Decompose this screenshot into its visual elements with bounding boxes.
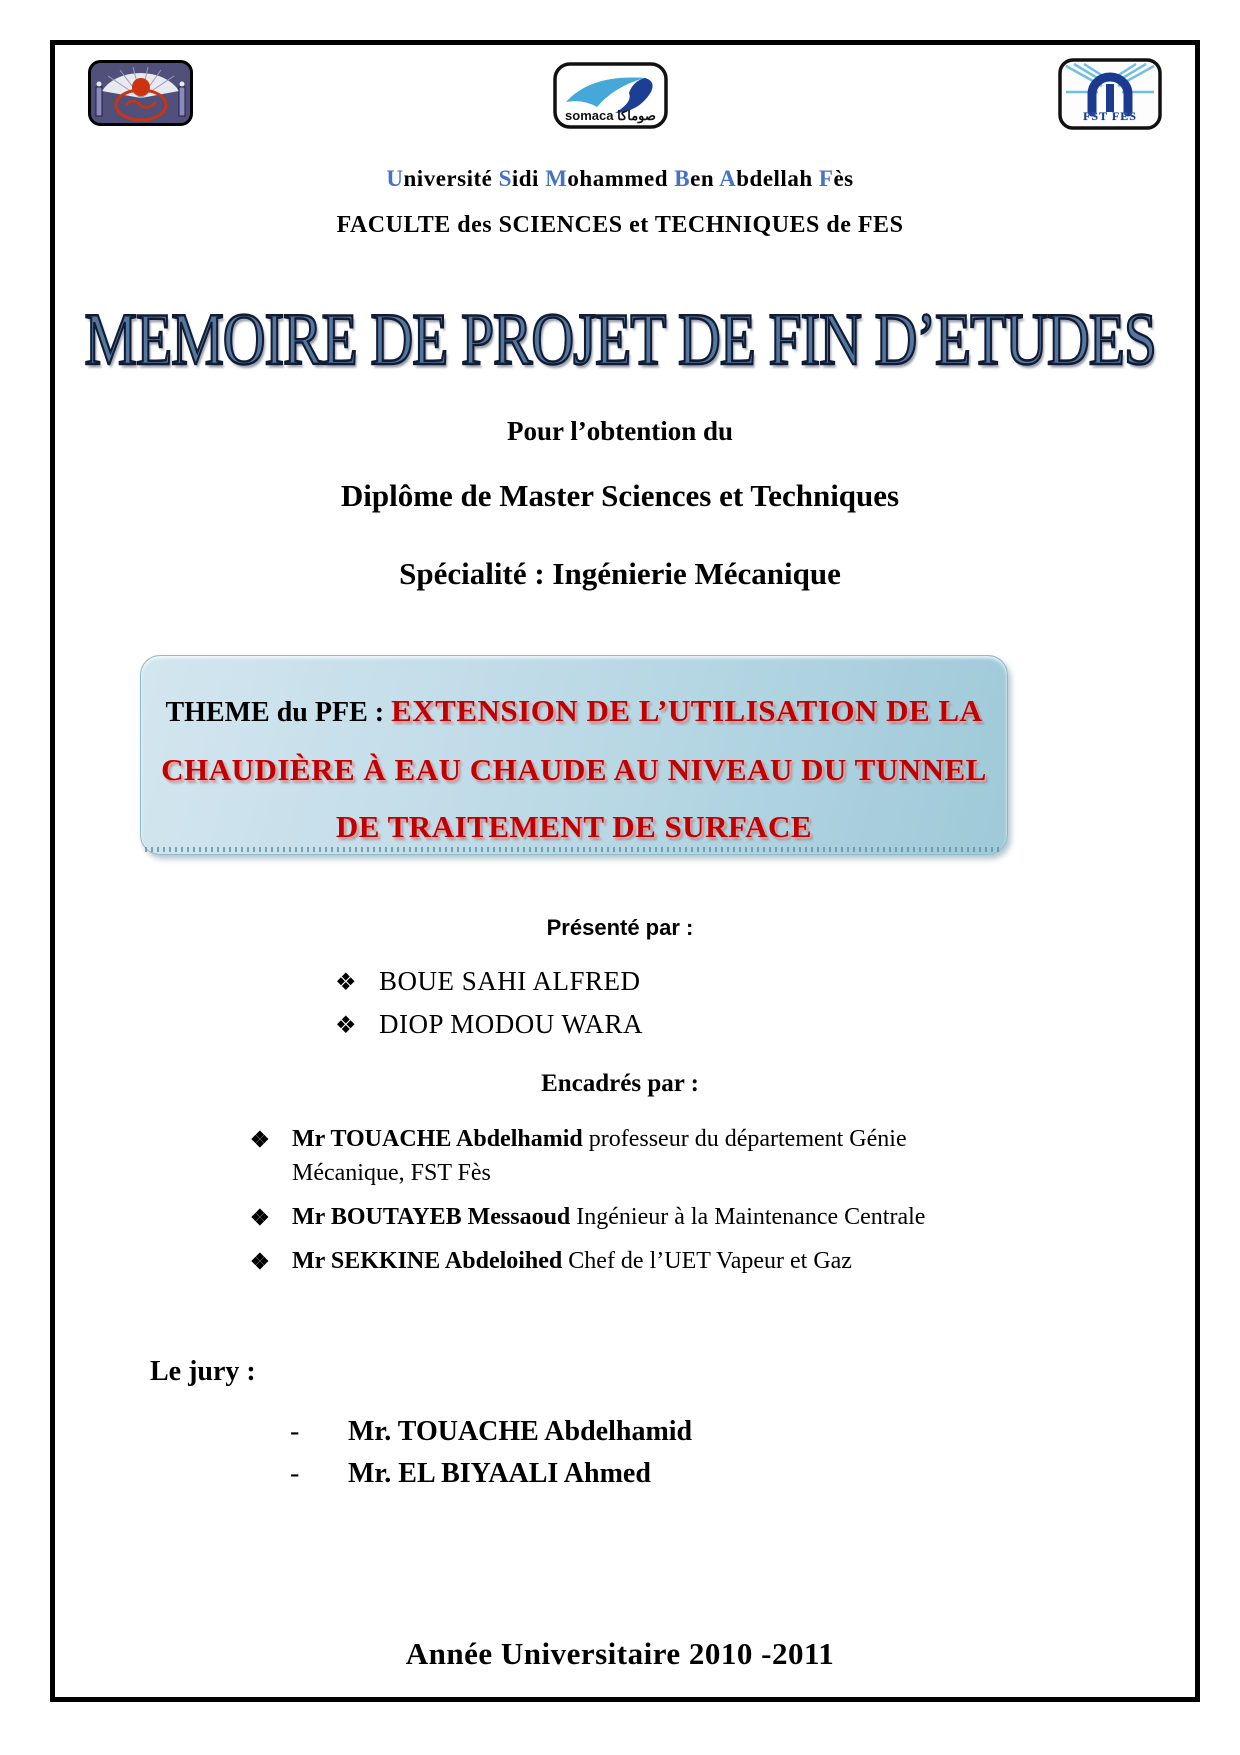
advisor-role: Chef de l’UET Vapeur et Gaz	[562, 1248, 852, 1274]
faculty-name-line: FACULTE des SCIENCES et TECHNIQUES de FES	[336, 212, 904, 238]
advisor-name: Mr TOUACHE Abdelhamid	[292, 1126, 583, 1152]
univ-initial: A	[719, 166, 737, 191]
diamond-bullet-icon: ❖	[250, 1249, 270, 1274]
student-name: DIOP MODOU WARA	[379, 1009, 644, 1039]
univ-initial: M	[545, 166, 568, 191]
usmba-university-logo-icon	[88, 60, 193, 126]
advisor-role: professeur du département Génie Mécanique, FST Fès	[292, 1126, 907, 1186]
main-title-block	[0, 296, 1240, 381]
theme-line-3: DE TRAITEMENT DE SURFACE	[335, 809, 813, 844]
univ-text: idi	[511, 166, 546, 191]
univ-initial: S	[498, 166, 512, 191]
univ-text: niversité	[403, 166, 499, 191]
advisor-name: Mr BOUTAYEB Messaoud	[292, 1204, 571, 1230]
university-name-line	[0, 166, 1240, 192]
diamond-bullet-icon: ❖	[335, 1013, 358, 1039]
list-item	[335, 1009, 643, 1040]
student-name: BOUE SAHI ALFRED	[379, 966, 641, 996]
diamond-bullet-icon: ❖	[250, 1205, 270, 1230]
univ-text: ohammed	[567, 166, 675, 191]
univ-initial: B	[674, 166, 691, 191]
main-title: MEMOIRE DE PROJET DE FIN D’ETUDES	[84, 297, 1156, 381]
theme-label: THEME du PFE :	[165, 697, 392, 728]
diamond-bullet-icon: ❖	[250, 1127, 270, 1152]
subtitle-obtention: Pour l’obtention du	[506, 416, 734, 446]
somaca-arabic-text: صوماكا	[617, 108, 656, 123]
presente-par-heading: Présenté par :	[546, 915, 694, 940]
list-item	[290, 1458, 692, 1490]
list-item	[250, 1244, 950, 1278]
fst-fes-logo-caption: FST FES	[1083, 109, 1137, 123]
somaca-latin-text: somaca	[565, 108, 614, 123]
univ-initial: F	[818, 166, 834, 191]
jury-heading: Le jury :	[150, 1356, 256, 1387]
dash-bullet: -	[290, 1458, 300, 1489]
somaca-logo-caption	[553, 109, 668, 122]
advisors-list	[250, 1122, 950, 1288]
advisor-role: Ingénieur à la Maintenance Centrale	[570, 1204, 926, 1230]
diamond-bullet-icon: ❖	[335, 970, 358, 996]
univ-text: ès	[833, 166, 854, 191]
subtitle-diplome: Diplôme de Master Sciences et Techniques	[340, 478, 900, 513]
univ-text: bdellah	[736, 166, 819, 191]
list-item	[335, 966, 643, 997]
jury-list	[290, 1416, 692, 1500]
fst-fes-logo-icon	[1058, 58, 1162, 130]
list-item	[250, 1122, 950, 1190]
jury-member-name: Mr. EL BIYAALI Ahmed	[348, 1458, 651, 1489]
theme-line-1	[141, 682, 1007, 741]
list-item	[250, 1200, 950, 1234]
somaca-logo-icon	[553, 62, 668, 129]
jury-member-name: Mr. TOUACHE Abdelhamid	[348, 1416, 693, 1447]
theme-title-part1: EXTENSION DE L’UTILISATION DE LA	[391, 693, 983, 728]
univ-text: en	[690, 166, 720, 191]
encadres-par-heading: Encadrés par :	[541, 1070, 699, 1097]
theme-line-2: CHAUDIÈRE À EAU CHAUDE AU NIVEAU DU TUNNEL	[161, 752, 987, 787]
advisor-name: Mr SEKKINE Abdeloihed	[292, 1248, 563, 1274]
students-list	[335, 966, 643, 1052]
theme-box	[140, 655, 1008, 855]
dash-bullet: -	[290, 1416, 300, 1447]
univ-initial: U	[386, 166, 404, 191]
subtitle-specialite: Spécialité : Ingénierie Mécanique	[399, 556, 841, 591]
list-item	[290, 1416, 692, 1448]
academic-year-line: Année Universitaire 2010 -2011	[405, 1636, 835, 1671]
